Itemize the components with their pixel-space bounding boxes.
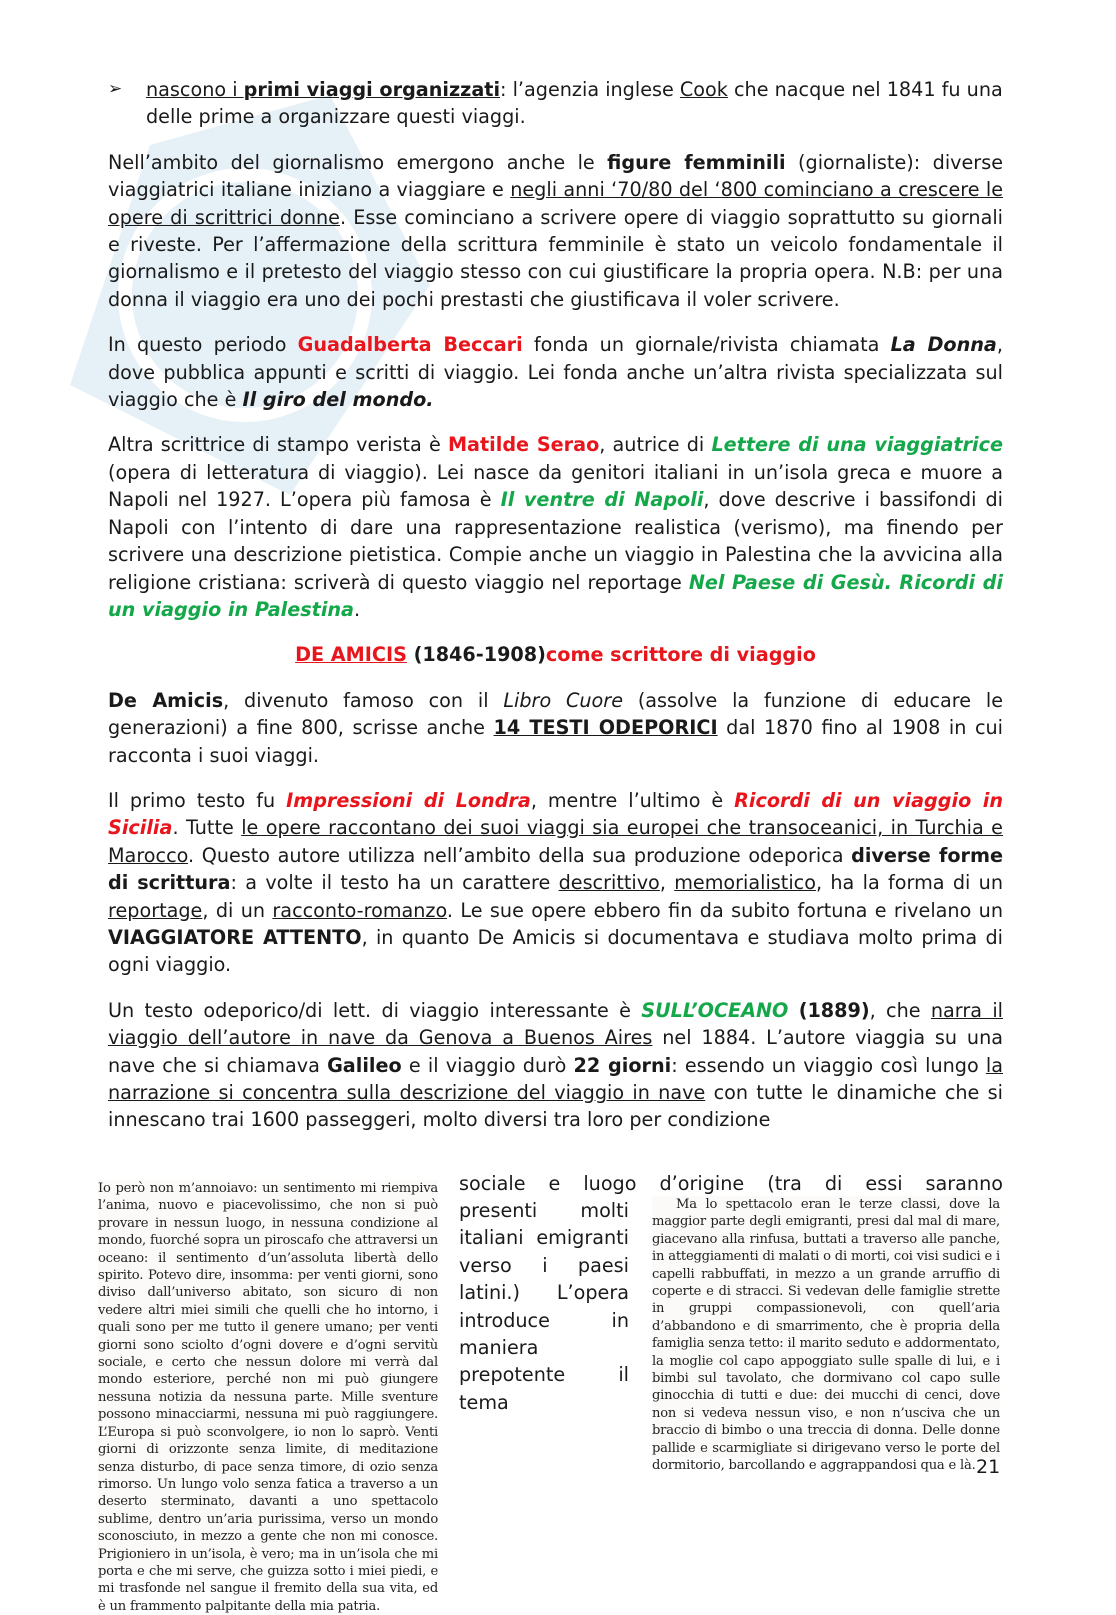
text: nascono i bbox=[146, 78, 244, 101]
paragraph-serao: Altra scrittrice di stampo verista è Matilde Serao, autrice di Lettere di una viaggiatrice (opera di letteratura di viaggio). Lei nasce da genitori italiani in un’isola greca e muore a Napoli nel 1927. L’opera più famosa è Il ventre di Napoli, dove descrive i bassifondi di Napoli con l’intento di dare una rappresentazione realistica (verismo), ma finendo per scrivere una descrizione pietistica. Compie anche un viaggio in Palestina che la avvicina alla religione cristiana: scriverà di questo viaggio nel reportage Nel Paese di Gesù. Ricordi di un viaggio in Palestina. bbox=[108, 433, 1003, 621]
section-heading: DE AMICIS (1846-1908)come scrittore di viaggio bbox=[295, 643, 816, 667]
arrow-bullet-icon: ➢ bbox=[108, 79, 123, 99]
text: che nacque nel 1841 fu una delle prime a organizzare questi viaggi. bbox=[146, 78, 1003, 129]
mid-column-text: presenti molti italiani emigranti verso i paesi latini.) L’opera introduce in maniera prepotente il tema bbox=[459, 1199, 629, 1414]
paragraph-beccari: In questo periodo Guadalberta Beccari fonda un giornale/rivista chiamata La Donna, dove pubblica appunti e scritti di viaggio. Lei fonda anche un’altra rivista specializzata sul viaggio che è Il giro del mondo. bbox=[108, 333, 1003, 412]
paragraph-oceano: Un testo odeporico/di lett. di viaggio interessante è SULL’OCEANO (1889), che narra il viaggio dell’autore in nave da Genova a Buenos Aires nel 1884. L’autore viaggia su una nave che si chiamava Galileo e il viaggio durò 22 giorni: essendo un viaggio così lungo la narrazione si concentra sulla descrizione del viaggio in nave con tutte le dinamiche che si innescano trai 1600 passeggeri, molto diversi tra loro per condizione bbox=[108, 998, 1003, 1132]
cook-text: Cook bbox=[679, 78, 728, 101]
paragraph-de-amicis: De Amicis, divenuto famoso con il Libro Cuore (assolve la funzione di educare le generazioni) a fine 800, scrisse anche 14 TESTI ODEPORICI dal 1870 fino al 1908 in cui racconta i suoi viaggi. bbox=[108, 688, 1003, 767]
text: : l’agenzia inglese bbox=[500, 78, 680, 101]
scanned-excerpt-right: Ma lo spettacolo eran le terze classi, dove la maggior parte degli emigranti, presi dal mal di mare, giacevano alla rinfusa, buttati a traverso alle panche, in atteggiamenti di malati o di morti, coi visi sudici e i capelli rabbuffati, in mezzo a un grande arruffio di coperte e di stracci. Si vedevan delle famiglie strette in gruppi compassionevoli, con quell’aria d’abbandono e di smarrimento, che è propria della famiglia senza tetto: il marito seduto e addormentato, la moglie col capo appoggiato sulle spalle di lui, e i bimbi sul tavolato, che dormivano col capo sulle ginocchia di tutti e due: dei mucchi di cenci, dove non si vedeva nessun viso, e non n’usciva che un braccio di bimbo o una treccia di donna. Delle donne pallide e scarmigliate si dirigevano verso le porte del dormitorio, barcollando e aggrappandosi qua e là. bbox=[652, 1197, 1000, 1474]
mid-column-first-line: sociale e luogo d’origine (tra di essi saranno bbox=[459, 1172, 1003, 1195]
paragraph-opere: Il primo testo fu Impressioni di Londra, mentre l’ultimo è Ricordi di un viaggio in Sicilia. Tutte le opere raccontano dei suoi viaggi sia europei che transoceanici, in Turchia e Marocco. Questo autore utilizza nell’ambito della sua produzione odeporica diverse forme di scrittura: a volte il testo ha un carattere descrittivo, memorialistico, ha la forma di un reportage, di un racconto-romanzo. Le sue opere ebbero fin da subito fortuna e rivelano un VIAGGIATORE ATTENTO, in quanto De Amicis si documentava e studiava molto prima di ogni viaggio. bbox=[108, 788, 1004, 977]
paragraph-figure-femminili: Nell’ambito del giornalismo emergono anche le figure femminili (giornaliste): diverse viaggiatrici italiane iniziano a viaggiare e negli anni ‘70/80 del ‘800 cominciano a crescere le opere di scrittrici donne. Esse cominciano a scrivere opere di viaggio soprattutto su giornali e riveste. Per l’affermazione della scrittura femminile è stato un veicolo fondamentale il giornalismo e il pretesto del viaggio stesso con cui giustificare la propria opera. N.B: per una donna il viaggio era uno dei pochi prestasti che giustificava il voler scrivere. bbox=[108, 150, 1004, 311]
scanned-excerpt-left: Io però non m’annoiavo: un sentimento mi riempiva l’anima, nuovo e piacevolissimo, che non si può provare in nessun luogo, in nessuna condizione al mondo, fuorché sopra un piroscafo che attraversi un oceano: il sentimento d’un’assoluta libertà dello spirito. Potevo dire, insomma: per venti giorni, sono diviso dall’universo abitato, son sicuro di non vedere altri miei simili che quelli che ho intorno, i quali sono per me tutto il genere umano; per venti giorni sono sciolto d’ogni dovere e d’ogni servitù sociale, e certo che nessun dolore mi verrà dal mondo esteriore, perché non mi può giungere nessuna notizia da nessuna parte. Mille sventure possono minacciarmi, nessuna mi può raggiungere. L’Europa si può sconvolgere, io non lo saprò. Venti giorni di orizzonte senza limite, di meditazione senza disturbo, di pace senza timore, di ozio senza rimorso. Un lungo volo senza fatica a traverso a un deserto sterminato, davanti a uno spettacolo sublime, dentro un’aria purissima, verso un mondo sconosciuto, in mezzo a gente che non mi conosce. Prigioniero in un’isola, è vero; ma in un’isola che mi porta e che mi serve, che guizza sotto i miei piedi, e mi trasfonde nel sangue il fremito della sua vita, ed è un frammento palpitante della mia patria. bbox=[98, 1181, 438, 1614]
page-number: 21 bbox=[976, 1456, 1001, 1478]
bullet-item bbox=[108, 76, 1003, 131]
bold-text: primi viaggi organizzati bbox=[243, 78, 501, 101]
